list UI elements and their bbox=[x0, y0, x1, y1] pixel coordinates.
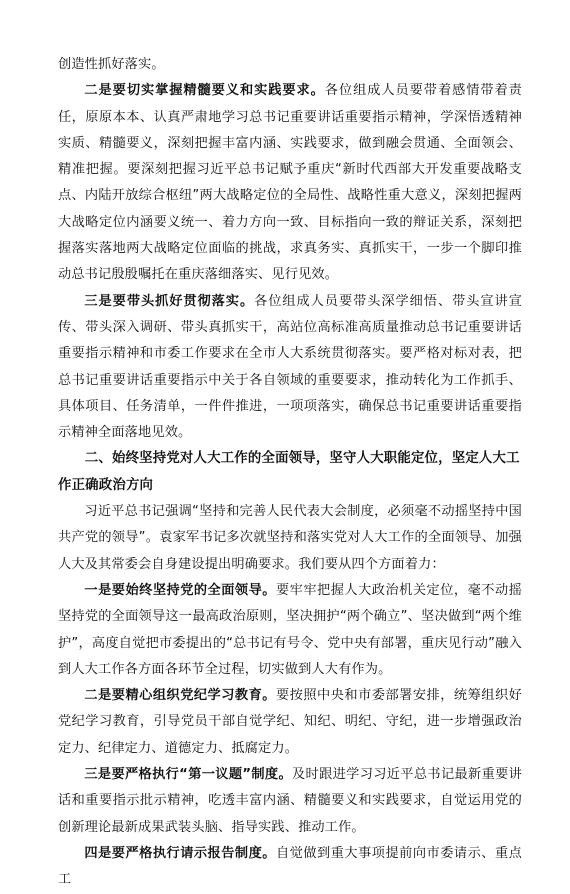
paragraph-party-leadership bbox=[58, 578, 522, 683]
paragraph-text: 各位组成人员要带头深学细悟、带头宣讲宣传、带头深入调研、带头真抓实干，高站位高标准高质量推动总书记重要讲话重要指示精神和市委工作要求在全市人大系统贯彻落实。要严格对标对表，把总书记重要讲话重要指示中关于各自领域的重要要求，推动转化为工作抓手、具体项目、任务清单，一件件推进，一项项落实，确保总书记重要讲话重要指示精神全面落地见效。 bbox=[58, 293, 522, 441]
paragraph-reporting-system bbox=[58, 841, 522, 894]
section-heading-2: 二、始终坚持党对人大工作的全面领导，坚守人大职能定位，坚定人大工作正确政治方向 bbox=[58, 451, 520, 493]
paragraph-lead: 二是要精心组织党纪学习教育。 bbox=[84, 688, 276, 704]
paragraph-lead: 三是要带头抓好贯彻落实。 bbox=[84, 293, 255, 309]
paragraph-text: 创造性抓好落实。 bbox=[58, 57, 165, 72]
paragraph-first-agenda bbox=[58, 762, 522, 841]
paragraph-lead: 二是要切实掌握精髓要义和实践要求。 bbox=[84, 83, 325, 99]
paragraph-text: 及时跟进学习习近平总书记最新重要讲话和重要指示批示精神，吃透丰富内涵、精髓要义和实践要求，自觉运用党的创新理论最新成果武装头脑、指导实践、推动工作。 bbox=[58, 767, 522, 835]
paragraph-text: 各位组成人员要带着感情带着责任，原原本本、认真严肃地学习总书记重要讲话重要指示精神，学深悟透精神实质、精髓要义，深刻把握丰富内涵、实践要求，做到融会贯通、全面领会、精准把握。要深刻把握习近平总书记赋予重庆“新时代西部大开发重要战略支点、内陆开放综合枢纽”两大战略定位的全局性、战略性重大意义，深刻把握两大战略定位内涵要义统一、着力方向一致、目标指向一致的辩证关系，深刻把握落实落地两大战略定位面临的挑战，求真务实、真抓实干，一步一个脚印推动总书记殷殷嘱托在重庆落细落实、见行见效。 bbox=[58, 83, 522, 283]
paragraph-lead: 一是要始终坚持党的全面领导。 bbox=[84, 582, 276, 598]
paragraph-text: 习近平总书记强调“坚持和完善人民代表大会制度，必须毫不动摇坚持中国共产党的领导”。袁家军书记多次就坚持和落实党对人大工作的全面领导、加强人大及其常委会自身建设提出明确要求。我们要从四个方面着力： bbox=[58, 504, 522, 572]
paragraph-lead: 四是要严格执行请示报告制度。 bbox=[84, 845, 276, 861]
paragraph-lead: 三是要严格执行“第一议题”制度。 bbox=[84, 767, 292, 783]
paragraph-grasp-essence bbox=[58, 78, 522, 288]
paragraph-continuation bbox=[58, 52, 522, 78]
paragraph-implementation bbox=[58, 289, 522, 447]
paragraph-text: 自觉做到重大事项提前向市委请示、重点工 bbox=[58, 845, 522, 888]
paragraph-intro bbox=[58, 499, 522, 578]
paragraph-text: 要按照中央和市委部署安排，统筹组织好党纪学习教育，引导党员干部自觉学纪、知纪、明纪、守纪，进一步增强政治定力、纪律定力、道德定力、抵腐定力。 bbox=[58, 688, 522, 756]
paragraph-text: 要牢牢把握人大政治机关定位，毫不动摇坚持党的全面领导这一最高政治原则，坚决拥护“两个确立”、坚决做到“两个维护”，高度自觉把市委提出的“总书记有号令、党中央有部署，重庆见行动”融入到人大工作各方面各环节全过程，切实做到人大有作为。 bbox=[58, 582, 522, 677]
paragraph-discipline-education bbox=[58, 683, 522, 762]
